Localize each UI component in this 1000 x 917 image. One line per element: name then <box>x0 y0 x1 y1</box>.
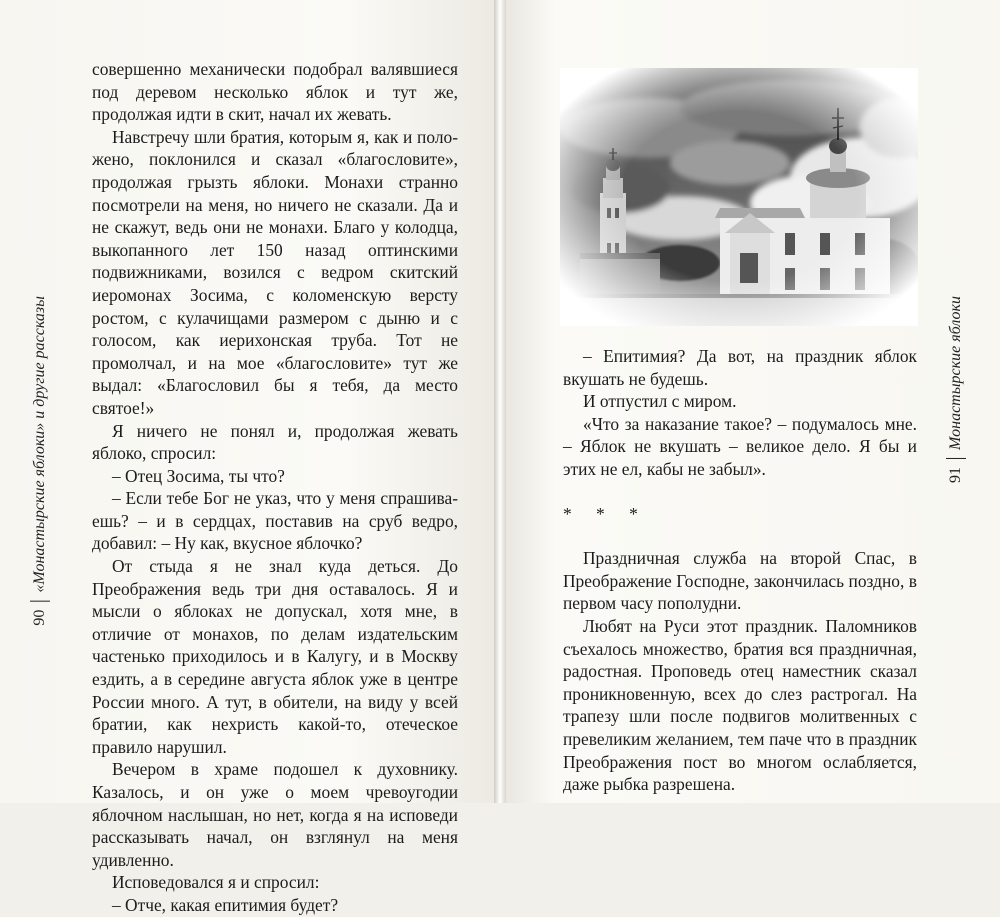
paragraph: – Если тебе Бог не указ, что у меня спрашиваешь? – и в сердцах, поставив на сруб ведро, добавил: – Ну как, вкусное яблочко? <box>92 488 458 554</box>
paragraph: От стыда я не знал куда деться. До Преображения ведь три дня оставалось. Я и мысли о яблоках не допускал, хотя мне, в отличие от монахов, по делам издательским частенько приходилось и в Калугу, и в Москву ездить, а в середине августа яблок уже в центре России много. А тут, в обители, на виду у всей братии, как нехристь какой-то, отеческое правило нарушил. <box>92 556 458 757</box>
right-page-text <box>563 345 917 796</box>
paragraph: Исповедовался я и спросил: <box>112 872 320 893</box>
paragraph: Любят на Руси этот праздник. Паломников съехалось множество, братия вся праздничная, радостная. Проповедь отец наместник сказал проникновенную, всех до слез растрогал. На трапезу шли после подвигов молитвенных с превеликим желанием, тем паче что в праздник Преображения пост во многом ослабляется, даже рыбка разрешена. <box>563 615 917 795</box>
right-page-number: 91 <box>947 466 964 483</box>
left-page-text <box>92 58 458 917</box>
right-head-rule <box>946 458 966 459</box>
paragraph: – Епитимия? Да вот, на праздник яблок вкушать не будешь. <box>563 346 917 389</box>
paragraph: И отпустил с миром. <box>583 391 737 412</box>
paragraph: Навстречу шли братия, которым я, как и положено, поклонился и сказал «благословите», продолжая грызть яблоки. Монахи странно посмотрели на меня, но ничего не сказали. Да и не скажут, ведь они не монахи. Благо у колодца, выкопанного лет 150 назад оптинскими подвижниками, возился с ведром скитский иеромонах Зосима, с коломенскую версту ростом, с кулачищами размером с дыню и с голосом, как иерихонская труба. Тот не промолчал, и на мое «благословите» тут же выдал: «Благословил бы я тебя, да место святое!» <box>92 126 458 418</box>
right-running-head <box>946 296 970 596</box>
church-photo-svg <box>560 68 918 326</box>
left-head-rule <box>30 601 50 602</box>
right-running-head-text: Монастырские яблоки <box>947 296 964 450</box>
book-gutter <box>494 0 506 803</box>
church-photo <box>560 68 918 326</box>
paragraph: совершенно механически подобрал валявшиеся под деревом несколько яблок и тут же, продолжая идти в скит, начал их жевать. <box>92 59 458 125</box>
left-running-head-text: «Монастырские яблоки» и другие рассказы <box>31 296 48 593</box>
paragraph: «Что за наказание такое? – подумалось мне. – Яблок не вкушать – великое дело. Я бы и этих не ел, кабы не забыл». <box>563 413 917 479</box>
paragraph: Вечером в храме подошел к духовнику. Казалось, и он уже о моем чревоугодии яблочном наслышан, но нет, когда я на исповеди рассказывать начал, он взглянул на меня удивленно. <box>92 759 458 870</box>
left-running-head <box>30 296 54 746</box>
paragraph: – Отче, какая епитимия будет? <box>112 894 339 915</box>
left-page-number: 90 <box>31 609 48 626</box>
paragraph: Праздничная служба на второй Спас, в Преображение Господне, закончилась поздно, в первом часу пополудни. <box>563 548 917 614</box>
paragraph: – Отец Зосима, ты что? <box>112 465 285 486</box>
section-separator: * * * <box>563 503 648 524</box>
paragraph: Я ничего не понял и, продолжая жевать яблоко, спросил: <box>92 420 458 464</box>
